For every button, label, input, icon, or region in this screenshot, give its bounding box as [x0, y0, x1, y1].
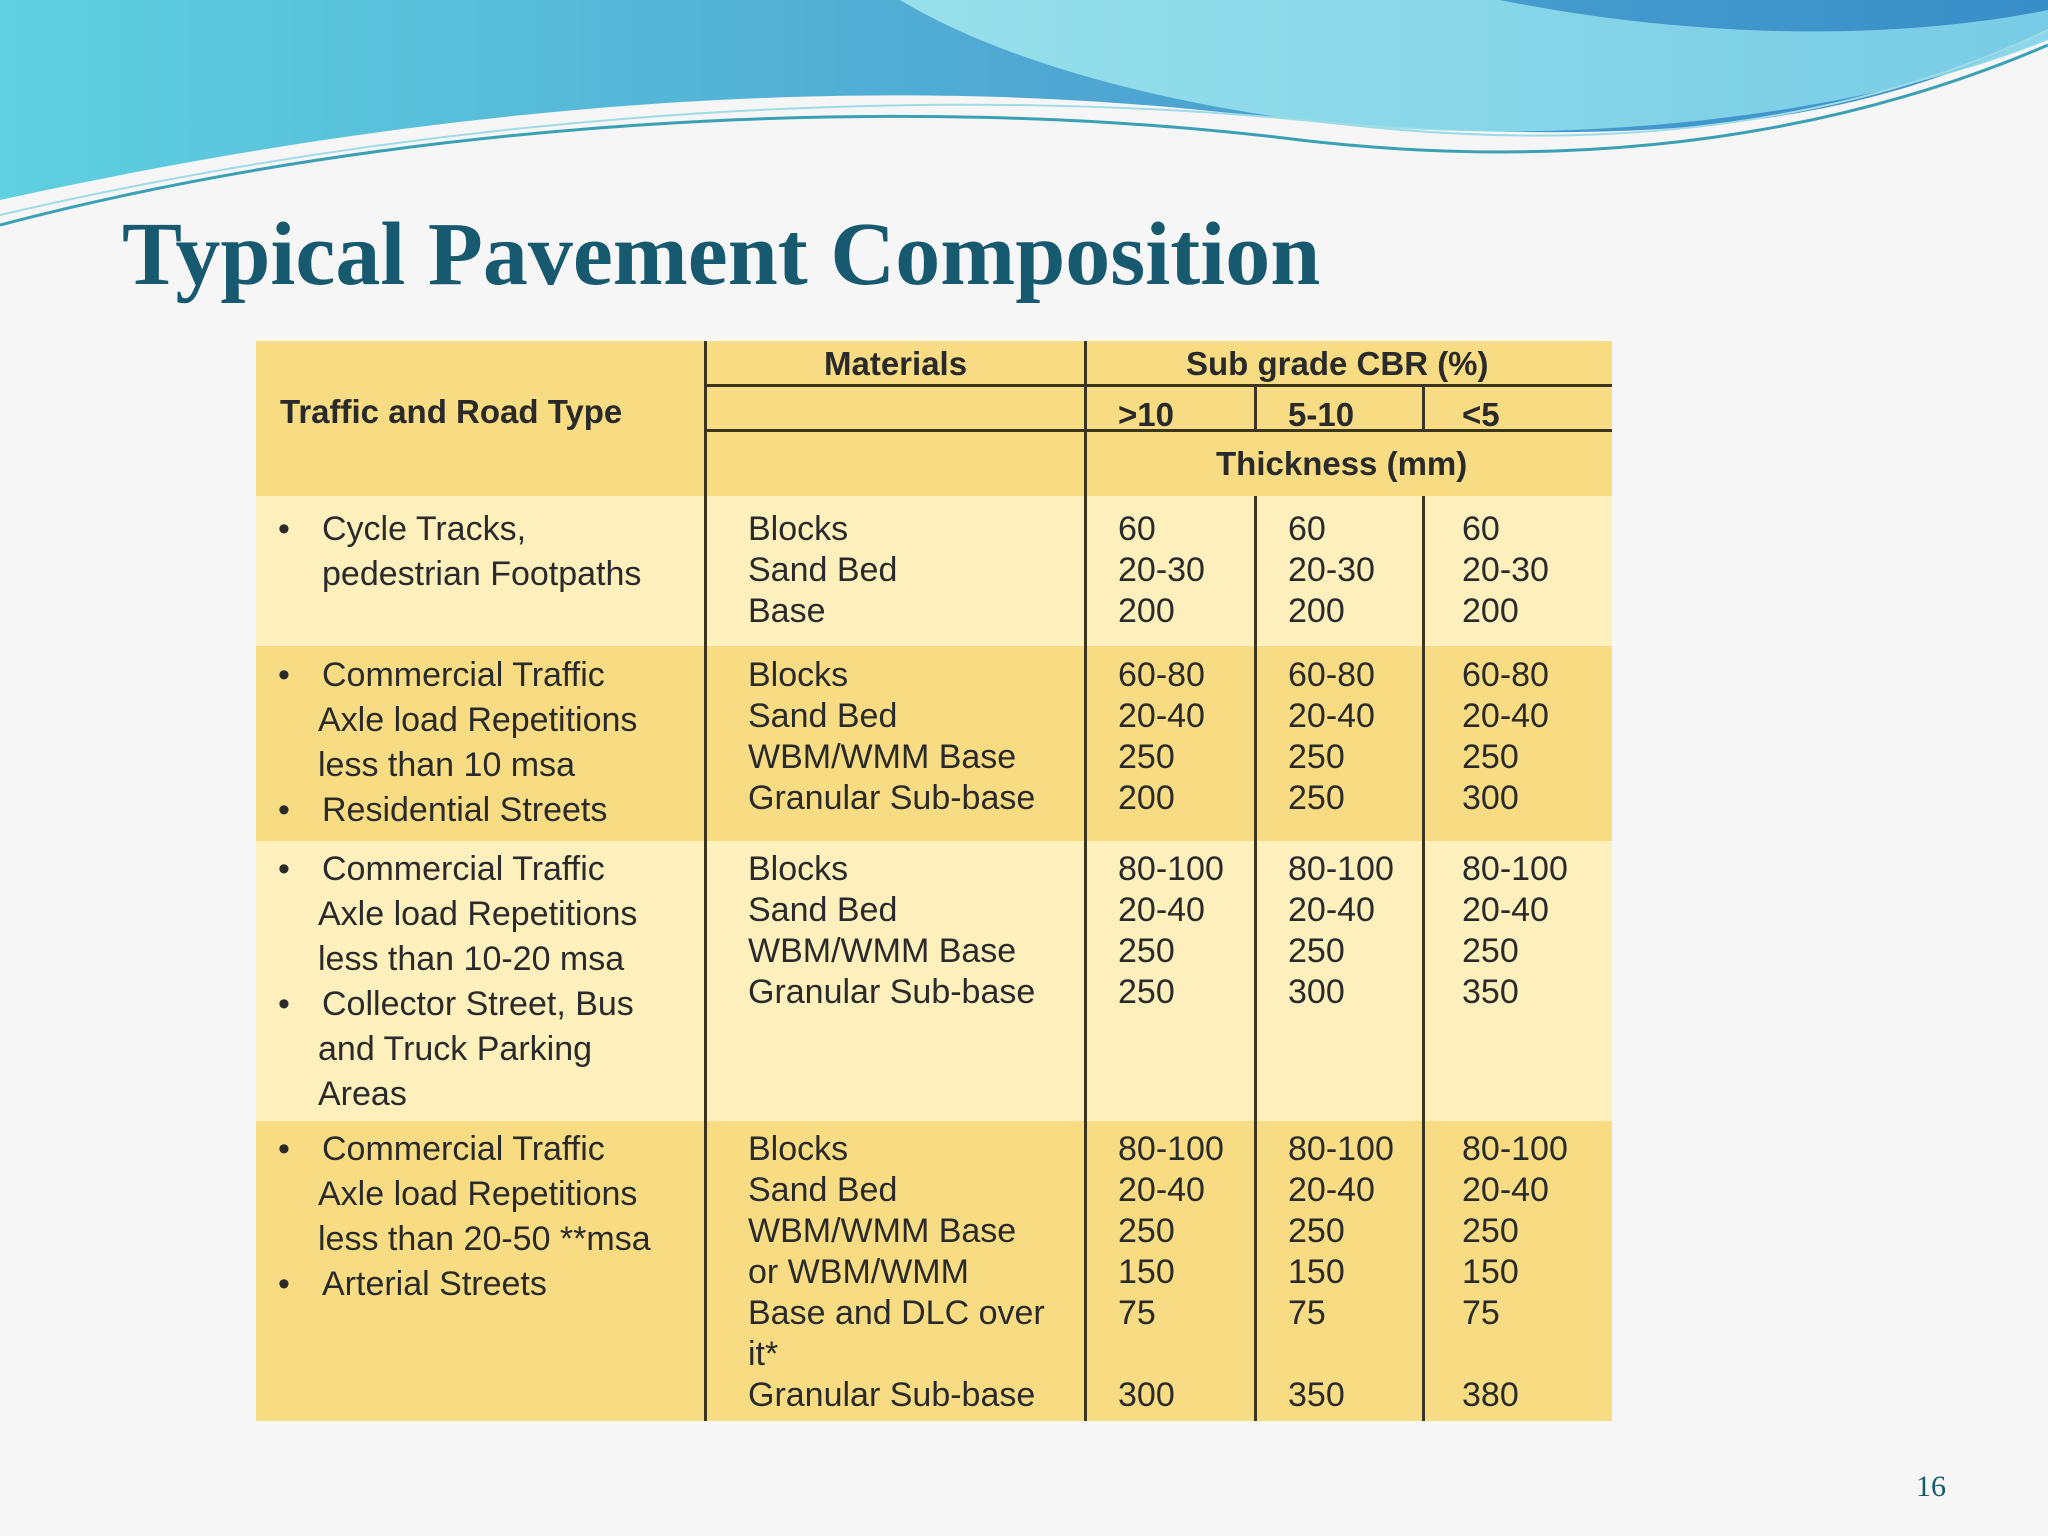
traffic-line: Residential Streets — [322, 791, 608, 829]
header-thickness: Thickness (mm) — [1216, 445, 1468, 482]
header-cbr-lt5: <5 — [1462, 396, 1500, 433]
materials-cell: Blocks Sand Bed WBM/WMM Base or WBM/WMM Base and DLC over it* Granular Sub-base — [748, 1130, 1045, 1414]
thickness-cbr-gt10: 60 20-30 200 — [1118, 510, 1205, 630]
traffic-line: Arterial Streets — [322, 1265, 547, 1303]
bullet-icon: • — [278, 1130, 290, 1168]
traffic-line: Commercial Traffic — [322, 850, 605, 888]
grid-line — [1084, 341, 1087, 1421]
grid-line — [704, 384, 1612, 387]
bullet-icon: • — [278, 510, 290, 548]
bullet-icon: • — [278, 1265, 290, 1303]
traffic-line: less than 10-20 msa — [318, 940, 625, 978]
traffic-line: Axle load Repetitions — [318, 895, 638, 933]
materials-cell: Blocks Sand Bed WBM/WMM Base Granular Sub-base — [748, 850, 1036, 1011]
thickness-cbr-5-10: 80-100 20-40 250 150 75 350 — [1288, 1130, 1394, 1414]
thickness-cbr-5-10: 60 20-30 200 — [1288, 510, 1375, 630]
header-cbr-gt10: >10 — [1118, 396, 1174, 433]
thickness-cbr-lt5: 80-100 20-40 250 150 75 380 — [1462, 1130, 1568, 1414]
traffic-line: Areas — [318, 1075, 407, 1113]
header-subgrade-cbr: Sub grade CBR (%) — [1186, 345, 1489, 382]
materials-cell: Blocks Sand Bed Base — [748, 510, 898, 630]
thickness-cbr-gt10: 60-80 20-40 250 200 — [1118, 656, 1205, 817]
bullet-icon: • — [278, 791, 290, 829]
thickness-cbr-lt5: 80-100 20-40 250 350 — [1462, 850, 1568, 1011]
grid-line — [704, 341, 707, 1421]
thickness-cbr-gt10: 80-100 20-40 250 150 75 300 — [1118, 1130, 1224, 1414]
traffic-line: less than 20-50 **msa — [318, 1220, 651, 1258]
slide-title: Typical Pavement Composition — [122, 205, 1321, 304]
thickness-cbr-gt10: 80-100 20-40 250 250 — [1118, 850, 1224, 1011]
grid-line — [1254, 496, 1257, 1421]
traffic-line: Axle load Repetitions — [318, 701, 638, 739]
header-traffic-road-type: Traffic and Road Type — [280, 393, 623, 430]
bullet-icon: • — [278, 985, 290, 1023]
header-cbr-5-10: 5-10 — [1288, 396, 1355, 433]
grid-line — [1422, 386, 1425, 431]
thickness-cbr-5-10: 60-80 20-40 250 250 — [1288, 656, 1375, 817]
bullet-icon: • — [278, 850, 290, 888]
grid-line — [1422, 496, 1425, 1421]
bullet-icon: • — [278, 656, 290, 694]
thickness-cbr-lt5: 60 20-30 200 — [1462, 510, 1549, 630]
pavement-composition-table — [256, 341, 1612, 1421]
traffic-line: pedestrian Footpaths — [322, 555, 642, 593]
grid-line — [1254, 386, 1257, 431]
traffic-line: Commercial Traffic — [322, 656, 605, 694]
header-materials: Materials — [824, 345, 968, 382]
materials-cell: Blocks Sand Bed WBM/WMM Base Granular Sub-base — [748, 656, 1036, 817]
traffic-line: Axle load Repetitions — [318, 1175, 638, 1213]
thickness-cbr-5-10: 80-100 20-40 250 300 — [1288, 850, 1394, 1011]
thickness-cbr-lt5: 60-80 20-40 250 300 — [1462, 656, 1549, 817]
page-number: 16 — [1916, 1470, 1946, 1503]
traffic-line: Commercial Traffic — [322, 1130, 605, 1168]
traffic-line: Cycle Tracks, — [322, 510, 527, 548]
traffic-line: Collector Street, Bus — [322, 985, 634, 1023]
traffic-line: less than 10 msa — [318, 746, 576, 784]
traffic-line: and Truck Parking — [318, 1030, 593, 1068]
